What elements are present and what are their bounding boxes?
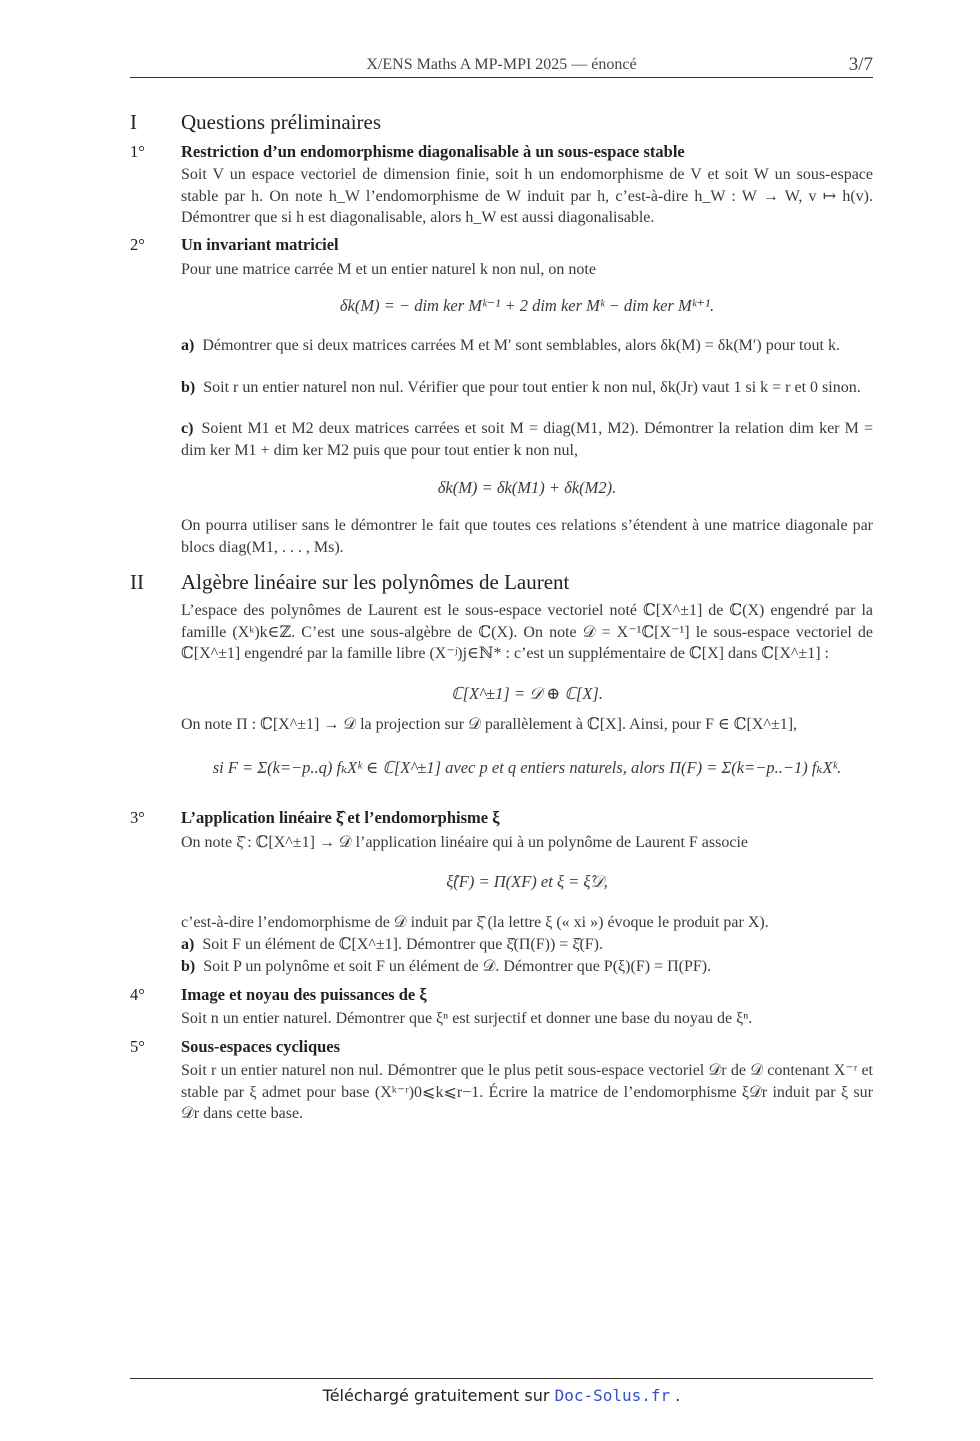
- question-number: 4°: [130, 985, 145, 1004]
- footer-end: .: [670, 1386, 681, 1405]
- question-number: 5°: [130, 1037, 145, 1056]
- item-label: a): [181, 936, 195, 953]
- equation-xi: ξ̂(F) = Π(XF) et ξ = ξ̂𝒟,: [446, 872, 608, 891]
- question-title: Restriction d’un endomorphisme diagonalisable à un sous-espace stable: [181, 142, 685, 161]
- question-2a: [181, 335, 873, 357]
- item-text: Soient M1 et M2 deux matrices carrées et soit M = diag(M1, M2). Démontrer la relation dim ker M = dim ker M1 + dim ker M2 puis que pour tout entier k non nul,: [181, 420, 873, 459]
- question-2-note: On pourra utiliser sans le démontrer le fait que toutes ces relations s’étendent à une matrice diagonale par blocs diag(M1, . . . , Ms).: [181, 517, 873, 556]
- equation-direct-sum: ℂ[X^±1] = 𝒟 ⊕ ℂ[X].: [451, 684, 603, 703]
- part-2-projection: On note Π : ℂ[X^±1] → 𝒟 la projection sur 𝒟 parallèlement à ℂ[X]. Ainsi, pour F ∈ ℂ[X^±1],: [181, 716, 798, 733]
- footer: [130, 1386, 873, 1405]
- question-1-body: Soit V un espace vectoriel de dimension finie, soit h un endomorphisme de V et soit W un sous-espace stable par h. On note h_W l’endomorphisme de W induit par h, c’est-à-dire h_W : W → W, v ↦ h(v). Démontrer que si h est diagonalisable, alors h_W est aussi diagonalisable.: [181, 166, 873, 226]
- question-3a: [181, 934, 873, 956]
- item-label: b): [181, 958, 196, 975]
- question-5-body: Soit r un entier naturel non nul. Démontrer que le plus petit sous-espace vectoriel 𝒟r de 𝒟 contenant X⁻ʳ et stable par ξ admet pour base (Xᵏ⁻ʳ)0⩽k⩽r−1. Écrire la matrice de l’endomorphisme ξ𝒟r induit par ξ sur 𝒟r dans cette base.: [181, 1062, 873, 1122]
- part-title: Algèbre linéaire sur les polynômes de Laurent: [181, 570, 570, 594]
- header-title: X/ENS Maths A MP-MPI 2025 — énoncé: [366, 56, 637, 73]
- question-2c: [181, 418, 873, 461]
- question-title: Sous-espaces cycliques: [181, 1037, 341, 1056]
- page-number: 3/7: [848, 54, 873, 75]
- item-text: Soit P un polynôme et soit F un élément de 𝒟. Démontrer que P(ξ)(F) = Π(PF).: [203, 958, 712, 975]
- equation-delta: δk(M) = − dim ker Mᵏ⁻¹ + 2 dim ker Mᵏ − dim ker Mᵏ⁺¹.: [339, 296, 715, 315]
- equation-delta-sum: δk(M) = δk(M1) + δk(M2).: [437, 478, 617, 497]
- question-number: 3°: [130, 808, 145, 827]
- item-label: a): [181, 337, 195, 354]
- question-3-intro: On note ξ̂ : ℂ[X^±1] → 𝒟 l’application linéaire qui à un polynôme de Laurent F associe: [181, 834, 749, 851]
- header-rule: [130, 77, 873, 78]
- question-4-body: Soit n un entier naturel. Démontrer que ξⁿ est surjectif et donner une base du noyau de ξⁿ.: [181, 1010, 753, 1027]
- question-number: 2°: [130, 235, 145, 254]
- footer-link[interactable]: Doc-Solus.fr: [554, 1386, 671, 1405]
- question-3b: [181, 956, 873, 978]
- question-title: L’application linéaire ξ̂ et l’endomorphisme ξ: [181, 808, 500, 827]
- footer-rule: [130, 1378, 873, 1379]
- item-label: c): [181, 420, 194, 437]
- item-text: Soit F un élément de ℂ[X^±1]. Démontrer que ξ̂(Π(F)) = ξ̂(F).: [202, 936, 604, 953]
- footer-text: Téléchargé gratuitement sur: [322, 1386, 555, 1405]
- item-text: Soit r un entier naturel non nul. Vérifier que pour tout entier k non nul, δk(Jr) vaut 1 si k = r et 0 sinon.: [203, 379, 861, 396]
- part-number: II: [130, 570, 144, 594]
- part-title: Questions préliminaires: [181, 110, 382, 134]
- question-2-intro: Pour une matrice carrée M et un entier naturel k non nul, on note: [181, 261, 596, 278]
- question-title: Un invariant matriciel: [181, 235, 339, 254]
- question-3-after: c’est-à-dire l’endomorphisme de 𝒟 induit par ξ̂ (la lettre ξ (« xi ») évoque le produit par X).: [181, 914, 769, 931]
- part-number: I: [130, 110, 137, 134]
- question-2b: [181, 377, 873, 399]
- page-header: [130, 54, 873, 78]
- question-number: 1°: [130, 142, 145, 161]
- question-title: Image et noyau des puissances de ξ: [181, 985, 427, 1004]
- item-label: b): [181, 379, 196, 396]
- item-text: Démontrer que si deux matrices carrées M et M′ sont semblables, alors δk(M) = δk(M′) pour tout k.: [202, 337, 840, 354]
- part-2-intro: L’espace des polynômes de Laurent est le sous-espace vectoriel noté ℂ[X^±1] de ℂ(X) engendré par la famille (Xᵏ)k∈ℤ. C’est une sous-algèbre de ℂ(X). On note 𝒟 = X⁻¹ℂ[X⁻¹] le sous-espace vectoriel de ℂ[X^±1] engendré par la famille libre (X⁻ʲ)j∈ℕ* : c’est un supplémentaire de ℂ[X] dans ℂ[X^±1] :: [181, 602, 873, 662]
- equation-projection: si F = Σ(k=−p..q) fₖXᵏ ∈ ℂ[X^±1] avec p et q entiers naturels, alors Π(F) = Σ(k=−p..−1) fₖXᵏ.: [212, 758, 842, 777]
